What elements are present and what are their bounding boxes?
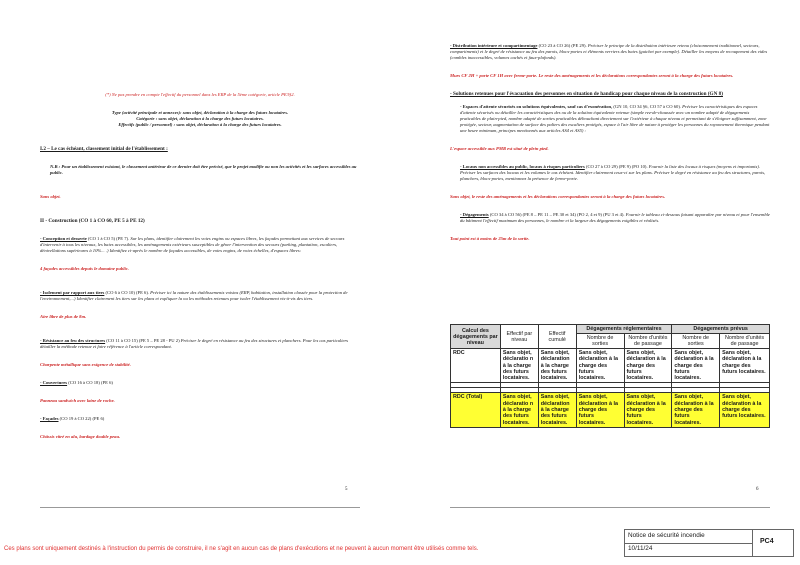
note-personnel: (*) Ne pas prendre en compte l'effectif du personnel dans les ERP de la 5ème catégorie, article PE3§2. (105, 92, 295, 97)
type-line: Type (activité principale et annexes): sans objet, déclaration à la charge des futurs locataires. (111, 110, 289, 115)
document-date: 10/11/24 (628, 545, 653, 552)
left-column (40, 92, 360, 440)
section-ii-title: II - Construction (CO 1 à CO 60, PE 5 à PE 12) (40, 218, 145, 224)
couvertures-answer: Panneau sandwich avec laine de roche. (40, 398, 115, 403)
locaux-paragraph: - Locaux non accessibles au public, locaux à risques particuliers (CO 27 à CO 29) (PE 9) (PO 10). Fournir la liste des locaux à risques (moyens et importants). Préciser les surfaces des locaux et les volumes le cas échéant. Identifier clairement ceux-ci sur les plans. Préciser le degré en résistance au feu des structures, parois, planchers, blocs-portes, mentionnez la présence de ferme-porte. (460, 164, 766, 181)
effectifs-line: Effectifs (public / personnel) : sans objet, déclaration à la charge des futurs locataires. (118, 122, 282, 127)
facades-answer: Châssis vitré en alu, bardage double peau. (40, 434, 121, 439)
row-label: RDC (451, 349, 501, 383)
header-calcul: Calcul des dégagements par niveau (451, 325, 501, 349)
table-header-row-1 (451, 325, 770, 334)
locaux-answer: Sans objet, le reste des aménagements et les déclarations correspondantes seront à la charge des futurs locataires. (450, 194, 666, 199)
header-reg-sorties: Nombre de sorties (576, 334, 624, 349)
title-block (624, 529, 794, 557)
right-column (450, 43, 770, 242)
right-page-rule (450, 507, 770, 508)
table-cell: Sans objet, déclaration à la charge des futurs locataires. (624, 393, 672, 427)
resistance-answer: Charpente métallique sans exigence de stabilité. (40, 362, 131, 367)
categorie-line: Catégorie : sans objet, déclaration à la charge des futurs locataires. (136, 116, 264, 121)
disclaimer-text: Ces plans sont uniquement destinés à l'instruction du permis de construire, il ne s'agit en aucun cas de plans d'exécutions et ne peuvent à aucun moment être utilisés comme tels. (4, 546, 479, 552)
table-cell: Sans objet, déclaration à la charge des futurs locataires. (672, 349, 720, 383)
isolement-answer: Aire libre de plus de 8m. (40, 314, 87, 319)
section-i2-title: I.2 – Le cas échéant, classement initial de l'établissement : (40, 146, 168, 152)
page-number-left: 5 (345, 487, 348, 492)
table-row-rdc-total (451, 393, 770, 427)
title-block-divider (625, 543, 752, 544)
header-prevus: Dégagements prévus (672, 325, 770, 334)
conception-paragraph: - Conception et desserte (CO 1 à CO 5) (PE 7). Sur les plans, identifier clairement les voies engins ou espaces libres, les façades permettant aux services de secours d'intervenir à tous les niveaux, les baies accessibles, les aménagements extérieurs susceptibles de gêner l'intervention des secours (parking, plantation, escaliers, dénivellations supérieures à 10%... .) Identifiez ci-après le nombre de façades accessibles, de voies engins, de voies échelles, d'espaces libres: (40, 236, 345, 253)
isolement-paragraph: - Isolement par rapport aux tiers (CO 6 à CO 10) (PE 6). Préciser ici la nature des établissements voisins (ERP, habitation, installation classée pour la protection de l'environnement,...) Identifier clairement les tiers sur les plans et expliquer la ou les méthodes retenues pour isoler l'établissement vis-à-vis des tiers. (40, 290, 348, 301)
table-cell: Sans objet, déclaration à la charge des futurs locataires. (576, 349, 624, 383)
table-cell: Sans objet, déclaration à la charge des futurs locataires. (720, 393, 770, 427)
left-page-rule (40, 507, 360, 508)
table-row-rdc (451, 349, 770, 383)
header-prev-sorties: Nombre de sorties (672, 334, 720, 349)
facades-paragraph: - Façades (CO 19 à CO 22) (PE 6) (40, 416, 105, 421)
degagements-table (450, 324, 770, 428)
header-effectif-niveau: Effectif par niveau (500, 325, 538, 349)
table-cell: Sans objet, déclaration à la charge des futurs locataires. (624, 349, 672, 383)
solutions-title: - Solutions retenues pour l'évacuation des personnes en situation de handicap pour chaque niveau de la construction (GN 8) (450, 91, 723, 97)
table-cell: Sans objet, déclaration à la charge des futurs locataires. (672, 393, 720, 427)
espaces-paragraph: - Espaces d'attente sécurisés ou solutions équivalentes, sauf cas d'exonération, (GN 10, CO 34 §6, CO 57 à CO 60). Préciser les caractéristiques des espaces d'attente sécurisés ou détailler les caractéristiques des ou de la solution équivalente retenue (simple rez-de-chaussée avec un nombre adapté de dégagements praticables de plain-pied, nombre adapté de sorties praticables débouchant directement sur l'extérieur à chaque niveau et permettant de s'éloigner suffisamment, zone protégée, secteur, augmentation de surface des paliers des escaliers protégés, espace à l'air libre de nature à protéger les personnes du rayonnement thermique pendant une heure minimum, principes mentionnés aux articles AS4 et AS5) : (460, 104, 770, 133)
degagements-answer: Tout point est à moins de 25m de la sortie. (450, 236, 530, 241)
couvertures-paragraph: - Couvertures (CO 16 à CO 18) (PE 6) (40, 380, 113, 385)
page-number-right: 6 (756, 487, 759, 492)
document-code: PC4 (760, 538, 774, 545)
table-cell: Sans objet, déclaration à la charge des futurs locataires. (538, 349, 576, 383)
table-cell: Sans objet, déclaratio n à la charge des futurs locataires. (500, 393, 538, 427)
row-label: RDC (Total) (451, 393, 501, 427)
degagements-paragraph: - Dégagements (CO 34 à CO 56) (PE 8 – PE 11 – PE 30 et 34) (PO 2, 4 et 9) (PU 3 et 4). Fournir le tableau ci-dessous faisant apparaître par niveau et pour l'ensemble du bâtiment l'effectif maximum des personnes, le nombre et la largeur des dégagements exigibles et réalisés. (460, 212, 770, 223)
document-title: Notice de sécurité incendie (628, 532, 705, 539)
espaces-answer: L'espace accessible aux PMR est situé de plein pied. (450, 146, 549, 151)
table-cell: Sans objet, déclaratio n à la charge des futurs locataires. (500, 349, 538, 383)
conception-answer: 4 façades accessibles depuis le domaine public. (40, 266, 129, 271)
sans-objet-answer: Sans objet. (40, 194, 61, 199)
resistance-paragraph: - Résistance au feu des structures (CO 11 à CO 15) (PE 5 – PE 28 - PU 2) Préciser le degré en résistance au feu des structures et planchers. Pour les cas particuliers détailler la méthode retenue et faire référence à l'article correspondant. (40, 338, 349, 349)
table-cell: Sans objet, déclaration à la charge des futurs locataires. (538, 393, 576, 427)
header-reglementaires: Dégagements réglementaires (576, 325, 672, 334)
distribution-answer: Murs CF 2H + porte CF 1H avec ferme-porte. Le reste des aménagements et les déclarations correspondantes seront à la charge des futurs locataires. (450, 73, 734, 78)
header-prev-unites: Nombre d'unités de passage (720, 334, 770, 349)
right-page (400, 0, 800, 510)
title-block-divider (752, 530, 753, 557)
nb-note: N.B : Pour un établissement existant, le classement antérieur de ce dernier doit être précisé, que le projet modifie ou non les activités et les surfaces accessibles au public. (50, 164, 357, 175)
table-cell: Sans objet, déclaration à la charge des futurs locataires. (576, 393, 624, 427)
table-cell: Sans objet, déclaration à la charge des futurs locataires. (720, 349, 770, 383)
header-reg-unites: Nombre d'unités de passage (624, 334, 672, 349)
header-effectif-cumule: Effectif cumulé (538, 325, 576, 349)
distribution-paragraph: - Distribution intérieure et compartimentage (CO 23 à CO 26) (PE 29). Préciser le principe de la distribution intérieure retenu (cloisonnement traditionnel, secteurs, compartiments) et le degré de résistance au feu des parois, blocs-portes et éléments verriers des baies (guichet par exemple). Détailler les moyens de recoupement des vides (combles inaccessibles, volumes cachés et faux-plafonds). (450, 43, 768, 60)
left-page (0, 0, 400, 510)
